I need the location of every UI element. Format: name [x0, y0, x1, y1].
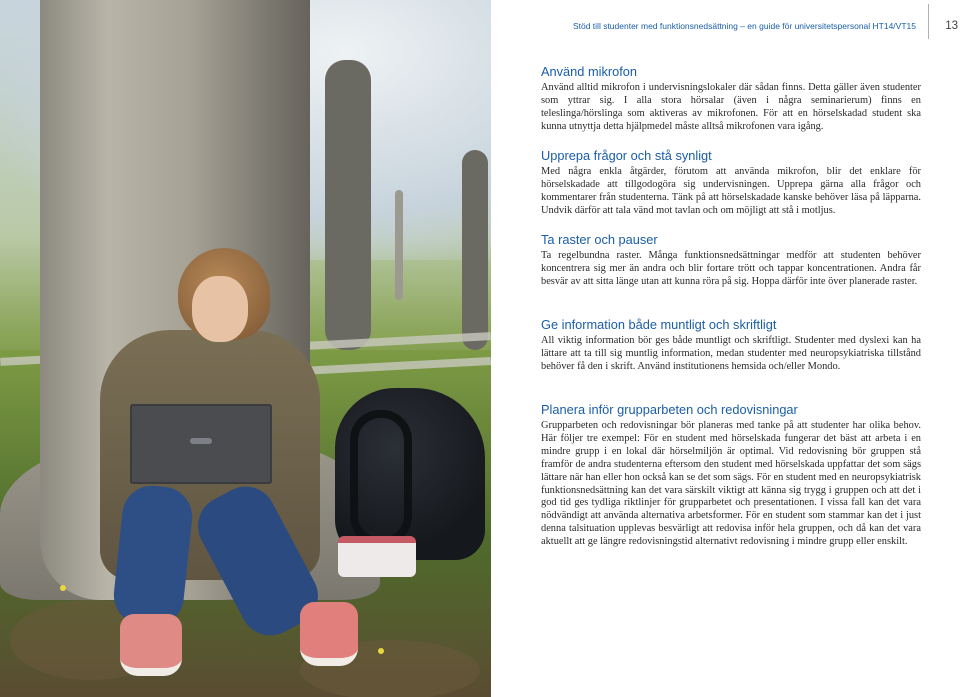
section-microphone	[541, 63, 921, 134]
left-sneaker	[120, 614, 182, 676]
background-tree	[395, 190, 403, 300]
flower	[60, 585, 66, 591]
background-tree	[325, 60, 371, 350]
lunch-box	[338, 536, 416, 577]
flower	[378, 648, 384, 654]
section-breaks	[541, 231, 921, 289]
section-body: Med några enkla åtgärder, förutom att använda mikrofon, blir det enklare för hörselskadade att tillgodogöra sig undervisningen. Upprepa gärna alla frågor och kommentarer från studenterna. Tänk på att hörselskadade kanske behöver läsa på läpparna. Undvik därför att tala vänd mot tavlan och om möjligt att stå i motljus.	[541, 166, 921, 216]
page-number: 13	[945, 20, 958, 32]
section-heading: Upprepa frågor och stå synligt	[541, 148, 712, 163]
face	[192, 276, 248, 342]
section-body: All viktig information bör ges både muntligt och skriftligt. Studenter med dyslexi kan ha lättare att ta till sig muntlig information, medan studenter med neuropsykiatriska tillstånd behöver få den i skrift. Använd institutionens hemsida och/eller Mondo.	[541, 335, 921, 372]
document-title: Stöd till studenter med funktionsnedsättning – en guide för universitetspersonal HT14/VT15	[572, 21, 916, 31]
page-header	[491, 0, 960, 52]
backpack-strap	[350, 410, 412, 546]
section-body: Grupparbeten och redovisningar bör planeras med tanke på att studenter har olika behov. Här följer tre exempel: För en student med hörselskada fungerar det bäst att arbeta i en mindre grupp i en lokal där hörselmiljön är optimal. Vid redovisning bör gruppen stå framför de andra studenterna eftersom den student med hörselskada uppfattar det som sägs lättare när han eller hon också kan se det som sägs. För en student med en neuropsykiatrisk funktionsnedsättning kan det vara särskilt viktigt att känna sig trygg i gruppen och att det i god tid ges tydliga riktlinjer för grupparbetet och presentationen. I vissa fall kan det vara nödvändigt att använda alternativa arbetsformer. För en student som stammar kan det i just denna talsituation upplevas besvärligt att redovisa inför hela gruppen, och då kan det vara aktuellt att ge längre redovisningstid alternativt redovisning i mindre grupp eller enskilt.	[541, 420, 921, 548]
section-heading: Planera inför grupparbeten och redovisningar	[541, 402, 798, 417]
section-repeat-questions	[541, 147, 921, 218]
right-sneaker	[300, 602, 358, 666]
section-group-work	[541, 401, 921, 549]
laptop-logo	[190, 438, 212, 444]
section-information	[541, 316, 921, 374]
section-body: Ta regelbundna raster. Många funktionsnedsättningar medför att studenten behöver koncentrera sig mer än andra och blir fortare trött och tappar koncentrationen. Andra får besvär av att sitta länge utan att kunna röra på sig. Hoppa därför inte över planerade raster.	[541, 250, 921, 287]
section-heading: Ta raster och pauser	[541, 232, 658, 247]
header-divider	[928, 4, 929, 39]
background-tree	[462, 150, 488, 350]
section-body: Använd alltid mikrofon i undervisningslokaler där sådan finns. Detta gäller även studenter som yttrar sig. I alla stora hörsalar (även i några seminarierum) finns en teleslinga/hörslinga som aktiveras av mikrofonen. För att en hörselskadad student ska kunna utnyttja detta hjälpmedel måste alltså mikrofonen vara igång.	[541, 82, 921, 132]
section-heading: Använd mikrofon	[541, 64, 638, 79]
section-heading: Ge information både muntligt och skriftligt	[541, 317, 777, 332]
laptop	[130, 404, 272, 484]
